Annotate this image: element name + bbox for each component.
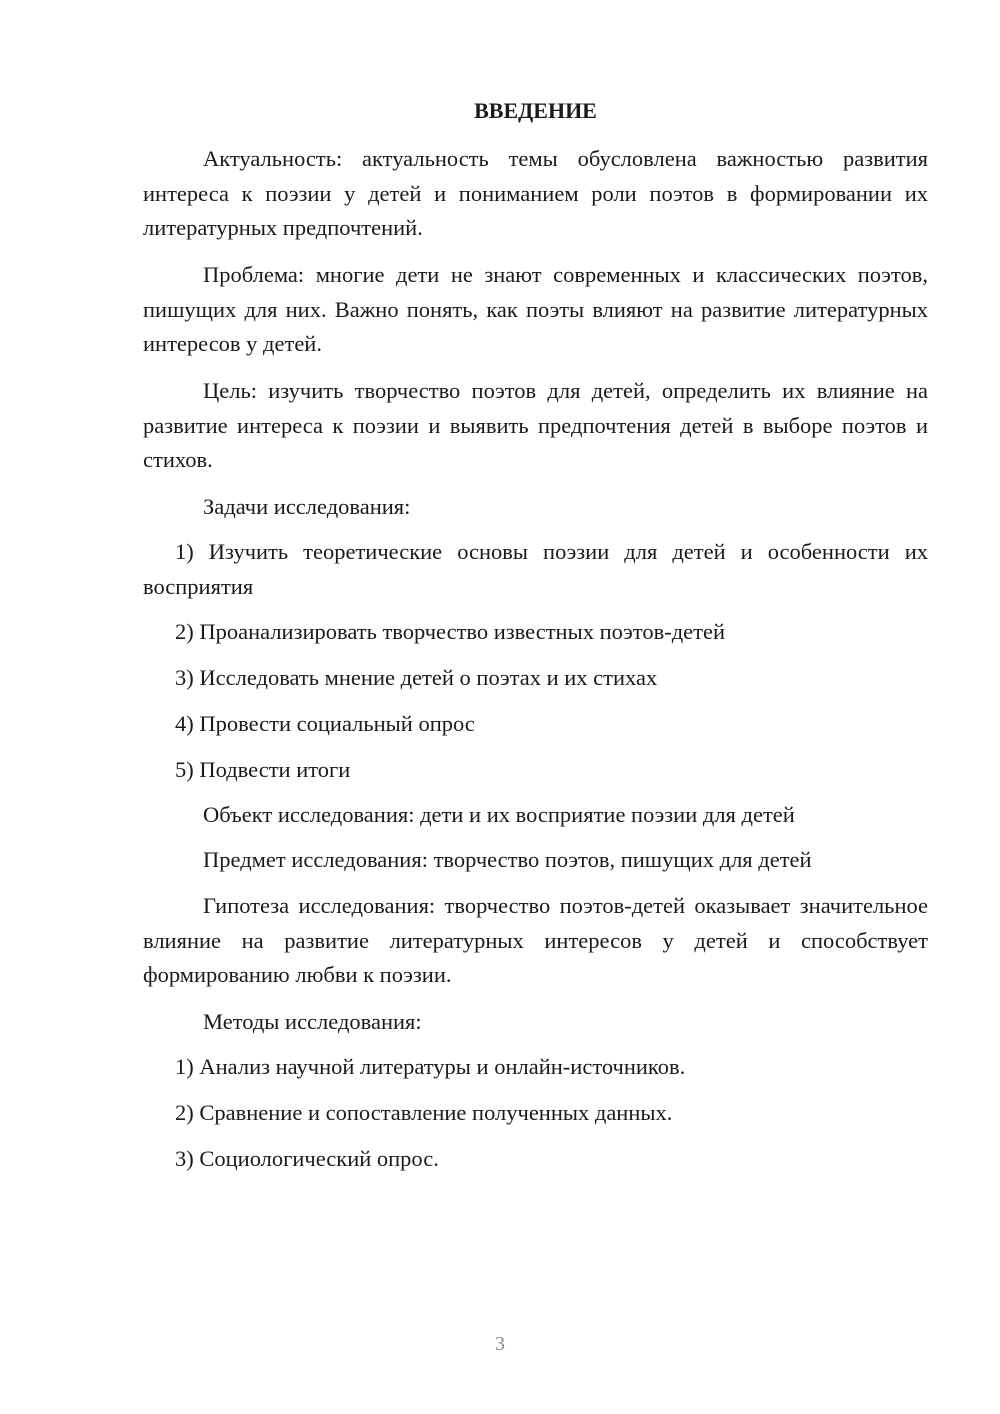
- task-item: 1) Изучить теоретические основы поэзии для детей и особенности их восприятия: [143, 539, 928, 599]
- task-item: 5) Подвести итоги: [175, 757, 351, 782]
- hypothesis-paragraph: Гипотеза исследования: творчество поэтов-детей оказывает значительное влияние на развитие литературных интересов у детей и способствует формированию любви к поэзии.: [143, 893, 928, 987]
- relevance-paragraph: Актуальность: актуальность темы обусловлена важностью развития интереса к поэзии у детей и пониманием роли поэтов в формировании их литературных предпочтений.: [143, 146, 928, 240]
- object-paragraph: Объект исследования: дети и их восприятие поэзии для детей: [203, 802, 795, 827]
- task-item: 4) Провести социальный опрос: [175, 711, 475, 736]
- task-item: 3) Исследовать мнение детей о поэтах и их стихах: [175, 665, 658, 690]
- task-item: 2) Проанализировать творчество известных поэтов-детей: [175, 619, 725, 644]
- tasks-title: Задачи исследования:: [203, 494, 411, 519]
- problem-paragraph: Проблема: многие дети не знают современных и классических поэтов, пишущих для них. Важно понять, как поэты влияют на развитие литературных интересов у детей.: [143, 262, 928, 356]
- method-item: 3) Социологический опрос.: [175, 1146, 439, 1171]
- page-number: 3: [495, 1333, 505, 1355]
- subject-paragraph: Предмет исследования: творчество поэтов, пишущих для детей: [203, 847, 812, 872]
- method-item: 2) Сравнение и сопоставление полученных данных.: [175, 1100, 673, 1125]
- method-item: 1) Анализ научной литературы и онлайн-источников.: [175, 1054, 686, 1079]
- goal-paragraph: Цель: изучить творчество поэтов для детей, определить их влияние на развитие интереса к поэзии и выявить предпочтения детей в выборе поэтов и стихов.: [143, 378, 928, 472]
- page-title: ВВЕДЕНИЕ: [474, 98, 597, 123]
- methods-title: Методы исследования:: [203, 1009, 422, 1034]
